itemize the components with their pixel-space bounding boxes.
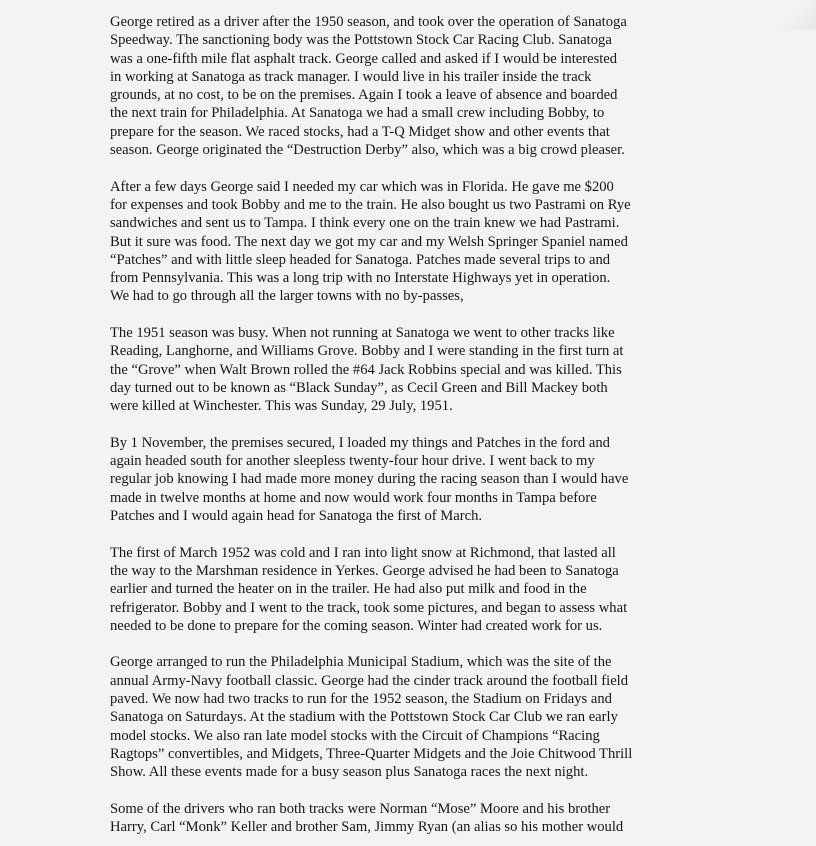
text-line: sandwiches and sent us to Tampa. I think every one on the train knew we had Pastrami. (110, 215, 620, 232)
text-line: paved. We now had two tracks to run for the 1952 season, the Stadium on Fridays and (110, 690, 612, 707)
text-line: The first of March 1952 was cold and I ran into light snow at Richmond, that lasted all (110, 544, 616, 561)
paragraph (110, 324, 710, 415)
paragraph (110, 178, 710, 306)
text-line: the way to the Marshman residence in Yerkes. George advised he had been to Sanatoga (110, 562, 619, 579)
text-line: were killed at Winchester. This was Sunday, 29 July, 1951. (110, 398, 453, 415)
text-line: the next train for Philadelphia. At Sanatoga we had a small crew including Bobby, to (110, 105, 605, 122)
text-line: annual Army-Navy football classic. George had the cinder track around the football field (110, 672, 629, 689)
text-line: Speedway. The sanctioning body was the Pottstown Stock Car Racing Club. Sanatoga (110, 32, 612, 49)
text-line: Reading, Langhorne, and Williams Grove. Bobby and I were standing in the first turn at (110, 343, 624, 360)
text-line: Ragtops” convertibles, and Midgets, Three-Quarter Midgets and the Joie Chitwood Thrill (110, 745, 633, 762)
paragraph (110, 434, 710, 525)
text-line: refrigerator. Bobby and I went to the track, took some pictures, and began to assess what (110, 599, 628, 616)
scan-edge-shading (776, 0, 816, 30)
text-line: day turned out to be known as “Black Sunday”, as Cecil Green and Bill Mackey both (110, 379, 608, 396)
text-line: was a one-fifth mile flat asphalt track. George called and asked if I would be interested (110, 50, 618, 67)
paragraph (110, 653, 710, 781)
text-line: season. George originated the “Destruction Derby” also, which was a big crowd pleaser. (110, 142, 625, 159)
text-line: for expenses and took Bobby and me to the train. He also bought us two Pastrami on Rye (110, 196, 631, 213)
text-line: After a few days George said I needed my car which was in Florida. He gave me $200 (110, 178, 614, 195)
text-line: “Patches” and with little sleep headed for Sanatoga. Patches made several trips to and (110, 251, 611, 268)
text-line: model stocks. We also ran late model stocks with the Circuit of Champions “Racing (110, 727, 600, 744)
text-line: in working at Sanatoga as track manager. I would live in his trailer inside the track (110, 68, 592, 85)
text-line: grounds, at no cost, to be on the premises. Again I took a leave of absence and boarded (110, 87, 618, 104)
text-line: made in twelve months at home and now would work four months in Tampa before (110, 489, 597, 506)
text-line: needed to be done to prepare for the coming season. Winter had created work for us. (110, 617, 603, 634)
paragraph (110, 800, 710, 837)
text-line: Patches and I would again head for Sanatoga the first of March. (110, 508, 483, 525)
text-line: from Pennsylvania. This was a long trip with no Interstate Highways yet in operation. (110, 270, 611, 287)
paragraph (110, 544, 710, 635)
text-line: earlier and turned the heater on in the trailer. He had also put milk and food in the (110, 581, 587, 598)
text-line: again headed south for another sleepless twenty-four hour drive. I went back to my (110, 453, 595, 470)
text-line: By 1 November, the premises secured, I loaded my things and Patches in the ford and (110, 434, 610, 451)
text-line: Some of the drivers who ran both tracks were Norman “Mose” Moore and his brother (110, 800, 611, 817)
text-line: We had to go through all the larger towns with no by-passes, (110, 288, 464, 305)
text-line: the “Grove” when Walt Brown rolled the #64 Jack Robbins special and was killed. This (110, 361, 622, 378)
text-line: George arranged to run the Philadelphia Municipal Stadium, which was the site of the (110, 654, 612, 671)
text-line: Harry, Carl “Monk” Keller and brother Sam, Jimmy Ryan (an alias so his mother would (110, 819, 624, 836)
paragraph (110, 13, 710, 159)
text-line: Sanatoga on Saturdays. At the stadium with the Pottstown Stock Car Club we ran early (110, 709, 618, 726)
text-line: But it sure was food. The next day we got my car and my Welsh Springer Spaniel named (110, 233, 628, 250)
text-line: George retired as a driver after the 1950 season, and took over the operation of Sanatoga (110, 14, 627, 30)
text-line: Show. All these events made for a busy season plus Sanatoga races the next night. (110, 764, 589, 781)
document-body (110, 13, 710, 846)
text-line: regular job knowing I had made more money during the racing season than I would have (110, 471, 629, 488)
text-line: prepare for the season. We raced stocks, had a T-Q Midget show and other events that (110, 123, 610, 140)
text-line: The 1951 season was busy. When not running at Sanatoga we went to other tracks like (110, 325, 615, 342)
